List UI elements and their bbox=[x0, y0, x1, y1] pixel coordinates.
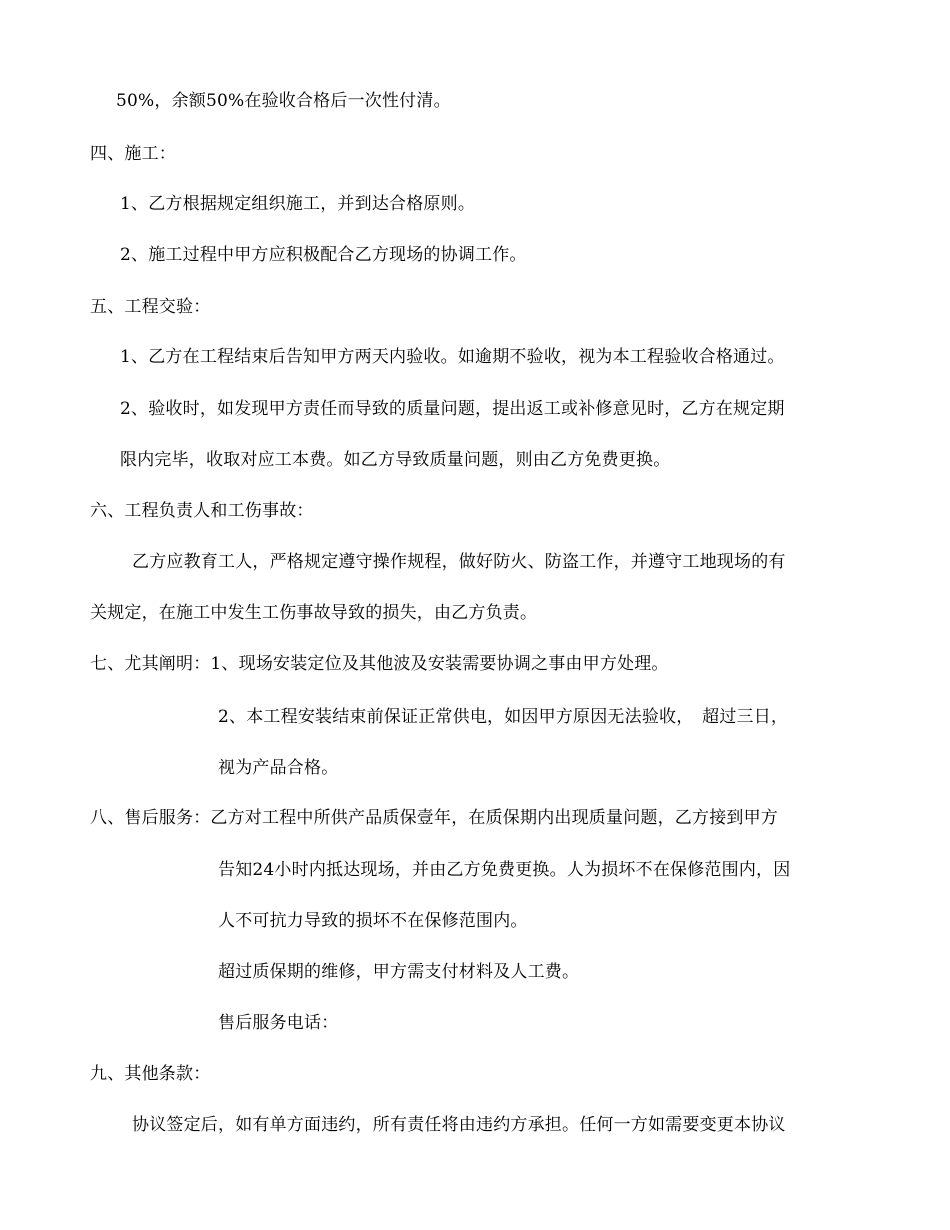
section-4-item-2: 2、施工过程中甲方应积极配合乙方现场的协调工作。 bbox=[120, 245, 527, 265]
section-7-item-2-cont: 视为产品合格。 bbox=[218, 758, 339, 778]
section-8-heading-text: 八、售后服务：乙方对工程中所供产品质保壹年，在质保期内出现质量问题，乙方接到甲方 bbox=[90, 808, 778, 828]
section-7-heading-item-1: 七、尤其阐明：1、现场安装定位及其他波及安装需要协调之事由甲方处理。 bbox=[90, 654, 669, 674]
section-7-item-2: 2、本工程安装结束前保证正常供电，如因甲方原因无法验收， 超过三日， bbox=[218, 707, 789, 727]
section-5-item-1: 1、乙方在工程结束后告知甲方两天内验收。如逾期不验收，视为本工程验收合格通过。 bbox=[120, 347, 785, 367]
payment-balance-line: 50%，余额50%在验收合格后一次性付清。 bbox=[116, 91, 451, 111]
section-5-item-2: 2、验收时，如发现甲方责任而导致的质量问题，提出返工或补修意见时，乙方在规定期 bbox=[120, 399, 785, 419]
section-9-heading: 九、其他条款： bbox=[90, 1064, 211, 1084]
section-4-heading: 四、施工： bbox=[90, 144, 176, 164]
section-6-paragraph-cont: 关规定，在施工中发生工伤事故导致的损失，由乙方负责。 bbox=[90, 603, 538, 623]
section-6-heading: 六、工程负责人和工伤事故： bbox=[90, 501, 314, 521]
section-6-paragraph: 乙方应教育工人，严格规定遵守操作规程，做好防火、防盗工作，并遵守工地现场的有 bbox=[132, 552, 786, 572]
section-8-text-cont-2: 人不可抗力导致的损坏不在保修范围内。 bbox=[218, 911, 528, 931]
section-8-text-cont-1: 告知24小时内抵达现场，并由乙方免费更换。人为损坏不在保修范围内，因 bbox=[218, 860, 791, 880]
section-8-service-phone-label: 售后服务电话： bbox=[218, 1013, 339, 1033]
section-5-heading: 五、工程交验： bbox=[90, 297, 211, 317]
section-4-item-1: 1、乙方根据规定组织施工，并到达合格原则。 bbox=[120, 194, 476, 214]
section-8-warranty-expiry: 超过质保期的维修，甲方需支付材料及人工费。 bbox=[218, 962, 580, 982]
section-5-item-2-cont: 限内完毕，收取对应工本费。如乙方导致质量问题，则由乙方免费更换。 bbox=[120, 450, 671, 470]
section-9-paragraph: 协议签定后，如有单方面违约，所有责任将由违约方承担。任何一方如需要变更本协议 bbox=[132, 1115, 786, 1135]
